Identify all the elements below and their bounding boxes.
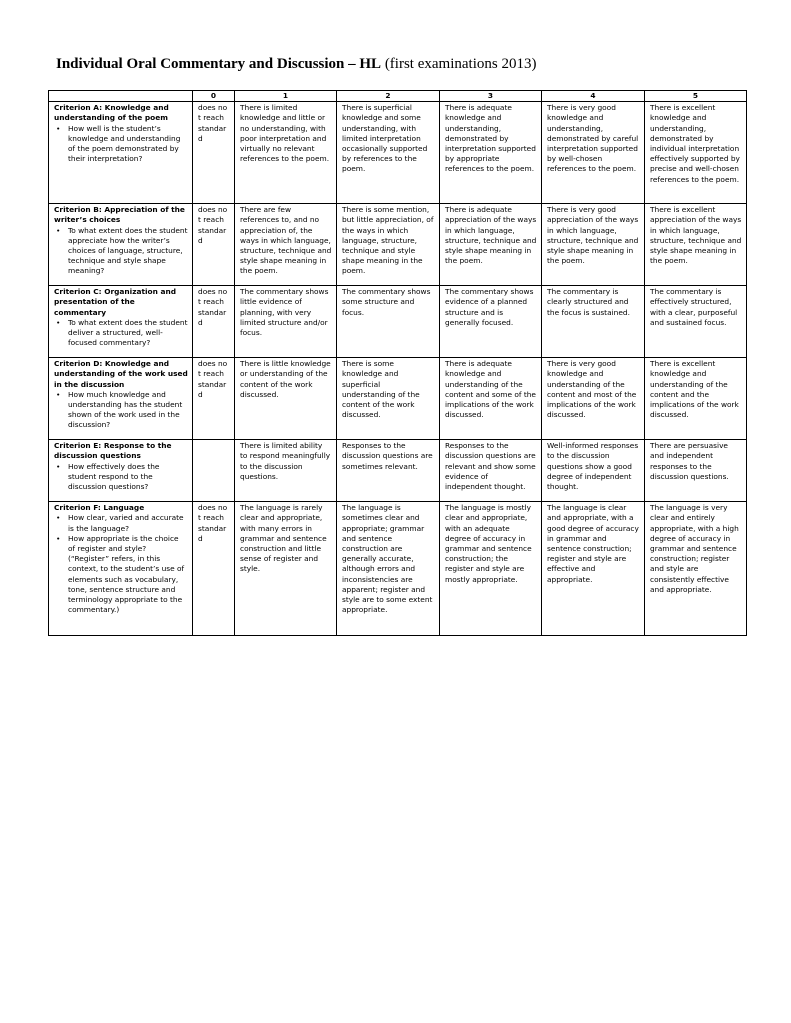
level-cell-2: Responses to the discussion questions are sometimes relevant. — [337, 440, 440, 502]
level-cell-5: There is excellent knowledge and understanding of the content and the implications of the work discussed. — [645, 358, 747, 440]
level-cell-2: There is superficial knowledge and some understanding, with limited interpretation occasionally supported by references to the poem. — [337, 102, 440, 204]
criterion-cell — [49, 286, 193, 358]
criterion-cell — [49, 358, 193, 440]
level-cell-1: The language is rarely clear and appropriate, with many errors in grammar and sentence construction and little sense of register and style. — [235, 502, 337, 636]
criterion-row-a — [49, 102, 747, 204]
criterion-title: Criterion D: Knowledge and understanding of the work used in the discussion — [54, 359, 188, 389]
criterion-question: • How much knowledge and understanding has the student shown of the work used in the discussion? — [68, 390, 188, 431]
level-cell-0: does not reach standard — [193, 102, 235, 204]
level-cell-3: There is adequate knowledge and understanding, demonstrated by interpretation supported by appropriate references to the poem. — [440, 102, 542, 204]
level-cell-4: The language is clear and appropriate, with a good degree of accuracy in grammar and sentence construction; register and style are effective and appropriate. — [542, 502, 645, 636]
level-cell-1: There is limited ability to respond meaningfully to the discussion questions. — [235, 440, 337, 502]
level-cell-3: There is adequate appreciation of the ways in which language, structure, technique and style shape meaning in the poem. — [440, 204, 542, 286]
criterion-question: • To what extent does the student appreciate how the writer’s choices of language, structure, technique and style shape meaning? — [68, 226, 188, 277]
criterion-question: • To what extent does the student deliver a structured, well-focused commentary? — [68, 318, 188, 349]
criterion-question: • How clear, varied and accurate is the language? — [68, 513, 188, 533]
level-cell-5: There are persuasive and independent responses to the discussion questions. — [645, 440, 747, 502]
level-cell-0: does not reach standard — [193, 358, 235, 440]
criterion-cell — [49, 102, 193, 204]
criterion-cell — [49, 204, 193, 286]
page-title — [56, 56, 536, 73]
criterion-questions — [54, 390, 188, 431]
criterion-question: • How effectively does the student respond to the discussion questions? — [68, 462, 188, 493]
level-cell-2: There is some mention, but little appreciation, of the ways in which language, structure, technique and style shape meaning in the poem. — [337, 204, 440, 286]
level-cell-3: The commentary shows evidence of a planned structure and is generally focused. — [440, 286, 542, 358]
header-cell-criterion — [49, 91, 193, 102]
level-cell-3: There is adequate knowledge and understanding of the content and some of the implications of the work discussed. — [440, 358, 542, 440]
header-cell-level-3: 3 — [440, 91, 542, 102]
criterion-questions — [54, 226, 188, 277]
level-cell-1: There is little knowledge or understanding of the content of the work discussed. — [235, 358, 337, 440]
header-cell-level-5: 5 — [645, 91, 747, 102]
level-cell-4: Well-informed responses to the discussion questions show a good degree of independent thought. — [542, 440, 645, 502]
criterion-question: • How well is the student’s knowledge and understanding of the poem demonstrated by their interpretation? — [68, 124, 188, 165]
level-cell-0: does not reach standard — [193, 502, 235, 636]
criterion-questions — [54, 513, 188, 615]
criterion-questions — [54, 318, 188, 349]
criterion-title: Criterion E: Response to the discussion questions — [54, 441, 172, 461]
level-cell-1: The commentary shows little evidence of planning, with very limited structure and/or focus. — [235, 286, 337, 358]
level-cell-2: The language is sometimes clear and appropriate; grammar and sentence construction are generally accurate, although errors and inconsistencies are apparent; register and style are to some extent appropriate. — [337, 502, 440, 636]
criterion-cell — [49, 440, 193, 502]
level-cell-5: There is excellent knowledge and understanding, demonstrated by individual interpretation effectively supported by precise and well-chosen references to the poem. — [645, 102, 747, 204]
level-cell-5: The commentary is effectively structured, with a clear, purposeful and sustained focus. — [645, 286, 747, 358]
level-cell-5: There is excellent appreciation of the ways in which language, structure, technique and style shape meaning in the poem. — [645, 204, 747, 286]
title-bold: Individual Oral Commentary and Discussion – HL — [56, 56, 382, 72]
level-cell-3: Responses to the discussion questions are relevant and show some evidence of independent thought. — [440, 440, 542, 502]
header-cell-level-2: 2 — [337, 91, 440, 102]
level-cell-1: There are few references to, and no appreciation of, the ways in which language, structure, technique and style shape meaning in the poem. — [235, 204, 337, 286]
header-cell-level-1: 1 — [235, 91, 337, 102]
criterion-row-d — [49, 358, 747, 440]
criterion-cell — [49, 502, 193, 636]
level-cell-4: The commentary is clearly structured and the focus is sustained. — [542, 286, 645, 358]
level-cell-2: The commentary shows some structure and focus. — [337, 286, 440, 358]
level-cell-0 — [193, 440, 235, 502]
criterion-row-f — [49, 502, 747, 636]
criterion-title: Criterion C: Organization and presentation of the commentary — [54, 287, 176, 317]
criterion-row-e — [49, 440, 747, 502]
header-row — [49, 91, 747, 102]
level-cell-5: The language is very clear and entirely appropriate, with a high degree of accuracy in grammar and sentence construction; register and style are consistently effective and appropriate. — [645, 502, 747, 636]
title-rest: (first examinations 2013) — [381, 56, 537, 72]
criterion-questions — [54, 462, 188, 493]
criterion-title: Criterion A: Knowledge and understanding of the poem — [54, 103, 169, 123]
header-cell-level-4: 4 — [542, 91, 645, 102]
level-cell-4: There is very good knowledge and understanding of the content and most of the implications of the work discussed. — [542, 358, 645, 440]
level-cell-0: does not reach standard — [193, 286, 235, 358]
criterion-question: • How appropriate is the choice of register and style? (“Register” refers, in this context, to the student’s use of elements such as vocabulary, tone, sentence structure and terminology appropriate to the commentary.) — [68, 534, 188, 616]
criterion-title: Criterion F: Language — [54, 503, 145, 513]
level-cell-1: There is limited knowledge and little or no understanding, with poor interpretation and virtually no relevant references to the poem. — [235, 102, 337, 204]
level-cell-4: There is very good knowledge and understanding, demonstrated by careful interpretation supported by well-chosen references to the poem. — [542, 102, 645, 204]
level-cell-3: The language is mostly clear and appropriate, with an adequate degree of accuracy in grammar and sentence construction; the register and style are mostly appropriate. — [440, 502, 542, 636]
header-cell-level-0: 0 — [193, 91, 235, 102]
level-cell-4: There is very good appreciation of the ways in which language, structure, technique and style shape meaning in the poem. — [542, 204, 645, 286]
criterion-questions — [54, 124, 188, 165]
assessment-rubric-table — [48, 90, 747, 636]
level-cell-2: There is some knowledge and superficial understanding of the content of the work discussed. — [337, 358, 440, 440]
criterion-row-c — [49, 286, 747, 358]
criterion-title: Criterion B: Appreciation of the writer’s choices — [54, 205, 185, 225]
criterion-row-b — [49, 204, 747, 286]
level-cell-0: does not reach standard — [193, 204, 235, 286]
